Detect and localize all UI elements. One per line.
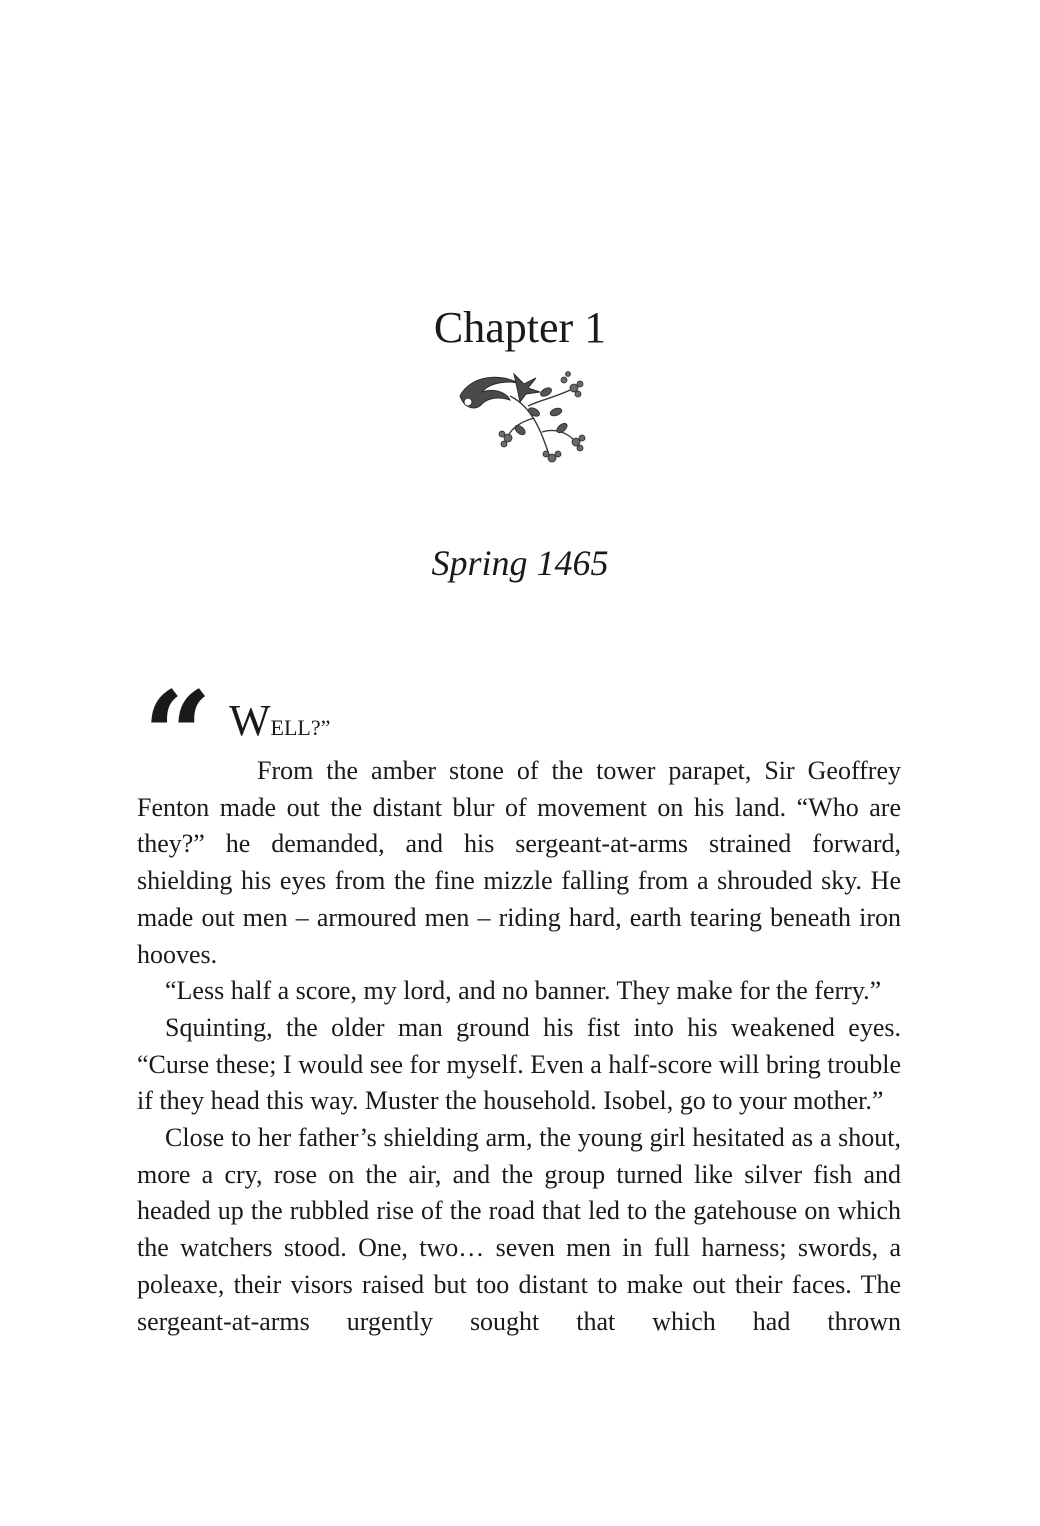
opening-word — [229, 696, 330, 753]
opening-word-rest: ELL?” — [270, 715, 331, 740]
floral-vine-icon — [450, 366, 590, 466]
chapter-title: Chapter 1 — [433, 303, 607, 352]
opening-first-letter: W — [229, 696, 271, 745]
paragraph: “Less half a score, my lord, and no banner. They make for the ferry.” — [165, 976, 882, 1006]
paragraph: Squinting, the older man ground his fist into his weakened eyes. “Curse these; I would see for myself. Even a half-score will bring trouble if they head this way. Muster the household. Isobel, go to your mother.” — [137, 1012, 901, 1116]
chapter-subtitle: Spring 1465 — [431, 543, 609, 583]
paragraph: From the amber stone of the tower parapet, Sir Geoffrey Fenton made out the distant blur of movement on his land. “Who are they?” he demanded, and his sergeant-at-arms strained forward, shielding his eyes from the fine mizzle falling from a shrouded sky. He made out men – armoured men – riding hard, earth tearing beneath iron hooves. — [137, 756, 901, 969]
body-text — [137, 753, 901, 1340]
paragraph: Close to her father’s shielding arm, the young girl hesitated as a shout, more a cry, rose on the air, and the group turned like silver fish and headed up the rubbled rise of the road that led to the gatehouse on which the watchers stood. One, two… seven men in full harness; swords, a poleaxe, their visors raised but too distant to make out their faces. The sergeant-at-arms urgently sought that which had thrown — [137, 1123, 901, 1336]
drop-quote-mark: “ — [143, 665, 213, 806]
